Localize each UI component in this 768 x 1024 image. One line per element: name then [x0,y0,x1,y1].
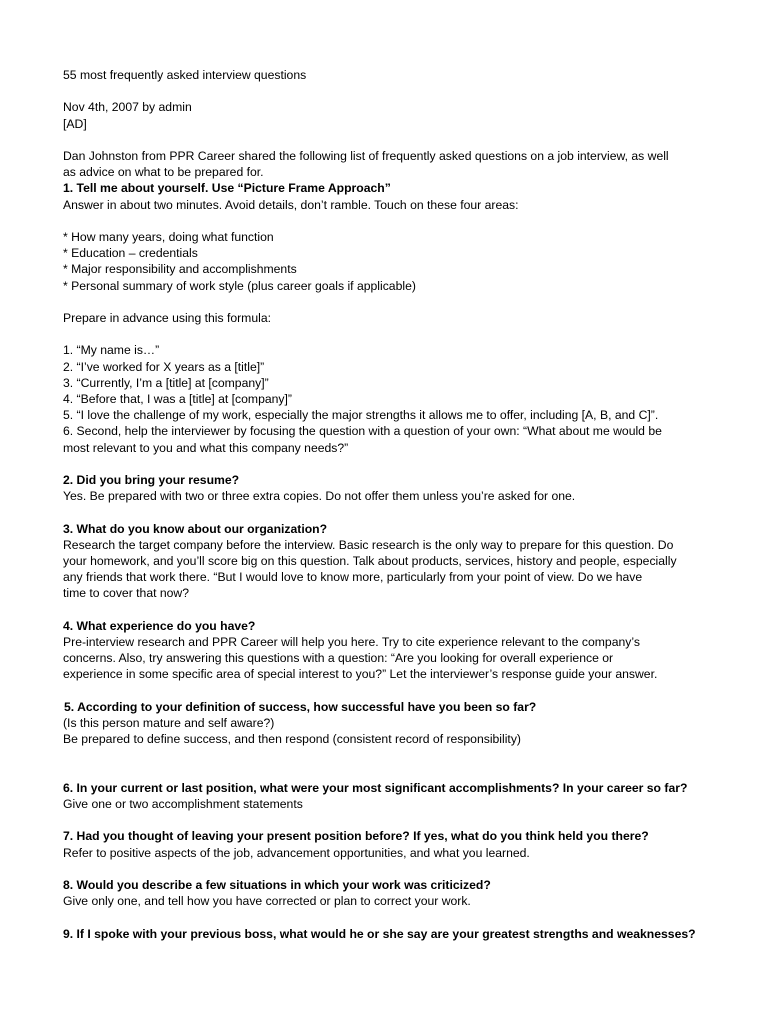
intro-line: Dan Johnston from PPR Career shared the following list of frequently asked questions on a job interview, as well [63,148,669,163]
question-3-answer: your homework, and you’ll score big on this question. Talk about products, services, history and people, especially [63,553,677,568]
question-3-answer: Research the target company before the interview. Basic research is the only way to prepare for this question. Do [63,537,674,552]
formula-item: most relevant to you and what this company needs?” [63,440,349,455]
question-4-answer: concerns. Also, try answering this questions with a question: “Are you looking for overall experience or [63,651,614,666]
question-5-heading: 5. According to your definition of success, how successful have you been so far? [64,699,537,714]
byline: Nov 4th, 2007 by admin [63,100,192,115]
formula-intro: Prepare in advance using this formula: [63,310,271,325]
question-5-answer: (Is this person mature and self aware?) [63,715,275,730]
question-9-heading: 9. If I spoke with your previous boss, what would he or she say are your greatest strengths and weaknesses? [63,926,696,941]
question-2-answer: Yes. Be prepared with two or three extra copies. Do not offer them unless you’re asked for one. [63,489,576,504]
question-7-answer: Refer to positive aspects of the job, advancement opportunities, and what you learned. [63,845,530,860]
formula-item: 6. Second, help the interviewer by focusing the question with a question of your own: “What about me would be [63,424,662,439]
area-item: * Education – credentials [63,246,198,261]
question-5-answer: Be prepared to define success, and then respond (consistent record of responsibility) [63,732,521,747]
question-4-answer: Pre-interview research and PPR Career will help you here. Try to cite experience relevant to the company’s [63,634,640,649]
question-1-heading: 1. Tell me about yourself. Use “Picture Frame Approach” [63,181,391,196]
formula-item: 3. “Currently, I’m a [title] at [company]” [63,375,269,390]
question-7-heading: 7. Had you thought of leaving your present position before? If yes, what do you think held you there? [63,829,649,844]
area-item: * Major responsibility and accomplishments [63,262,297,277]
area-item: * Personal summary of work style (plus career goals if applicable) [63,278,416,293]
question-4-answer: experience in some specific area of special interest to you?” Let the interviewer’s response guide your answer. [63,667,658,682]
question-8-answer: Give only one, and tell how you have corrected or plan to correct your work. [63,894,471,909]
question-8-heading: 8. Would you describe a few situations in which your work was criticized? [63,877,491,892]
question-3-answer: any friends that work there. “But I would love to know more, particularly from your point of view. Do we have [63,570,643,585]
question-4-heading: 4. What experience do you have? [63,618,256,633]
area-item: * How many years, doing what function [63,229,274,244]
formula-item: 5. “I love the challenge of my work, especially the major strengths it allows me to offer, including [A, B, and C]”. [63,408,659,423]
formula-item: 4. “Before that, I was a [title] at [company]” [63,391,292,406]
question-3-answer: time to cover that now? [63,586,189,601]
ad-placeholder: [AD] [63,116,87,131]
intro-line: as advice on what to be prepared for. [63,165,264,180]
document-title: 55 most frequently asked interview questions [63,68,307,82]
formula-item: 2. “I’ve worked for X years as a [title]” [63,359,265,374]
question-2-heading: 2. Did you bring your resume? [63,472,240,487]
question-1-answer: Answer in about two minutes. Avoid details, don’t ramble. Touch on these four areas: [63,197,519,212]
question-3-heading: 3. What do you know about our organization? [63,521,328,536]
question-6-answer: Give one or two accomplishment statements [63,796,303,811]
formula-item: 1. “My name is…” [63,343,160,358]
question-6-heading: 6. In your current or last position, what were your most significant accomplishments? In your career so far? [63,780,688,795]
